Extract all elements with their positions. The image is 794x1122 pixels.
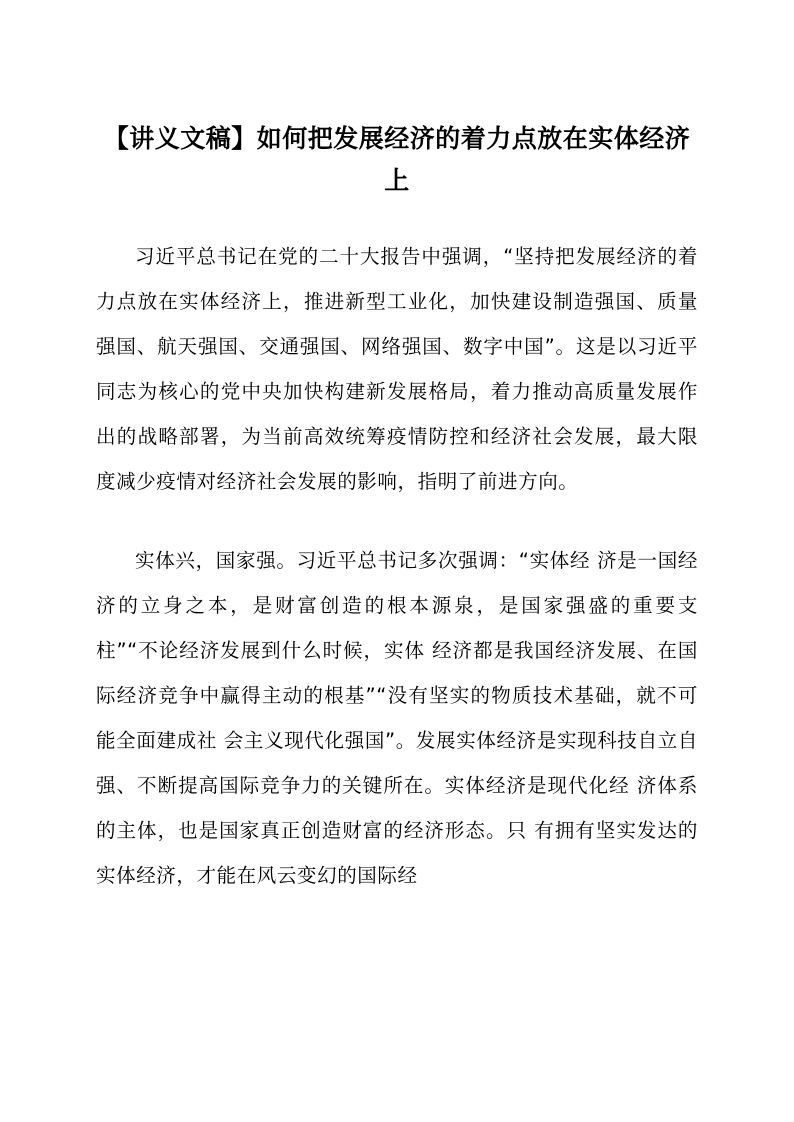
- paragraph-1: 习近平总书记在党的二十大报告中强调，“坚持把发展经济的着力点放在实体经济上，推进新型工业化，加快建设制造强国、质量强国、航天强国、交通强国、网络强国、数字中国”。这是以习近平同志为核心的党中央加快构建新发展格局，着力推动高质量发展作出的战略部署，为当前高效统筹疫情防控和经济社会发展，最大限度减少疫情对经济社会发展的影响，指明了前进方向。: [96, 245, 698, 493]
- paragraph-2: 实体兴，国家强。习近平总书记多次强调：“实体经 济是一国经济的立身之本，是财富创造的根本源泉，是国家强盛的重要支柱”“不论经济发展到什么时候，实体 经济都是我国经济发展、在国际经济竞争中赢得主动的根基”“没有坚实的物质技术基础，就不可能全面建成社 会主义现代化强国”。发展实体经济是实现科技自立自强、不断提高国际竞争力的关键所在。实体经济是现代化经 济体系的主体，也是国家真正创造财富的经济形态。只 有拥有坚实发达的实体经济，才能在风云变幻的国际经: [96, 549, 698, 887]
- page-title: 【讲义文稿】如何把发展经济的着力点放在实体经济上: [103, 124, 691, 195]
